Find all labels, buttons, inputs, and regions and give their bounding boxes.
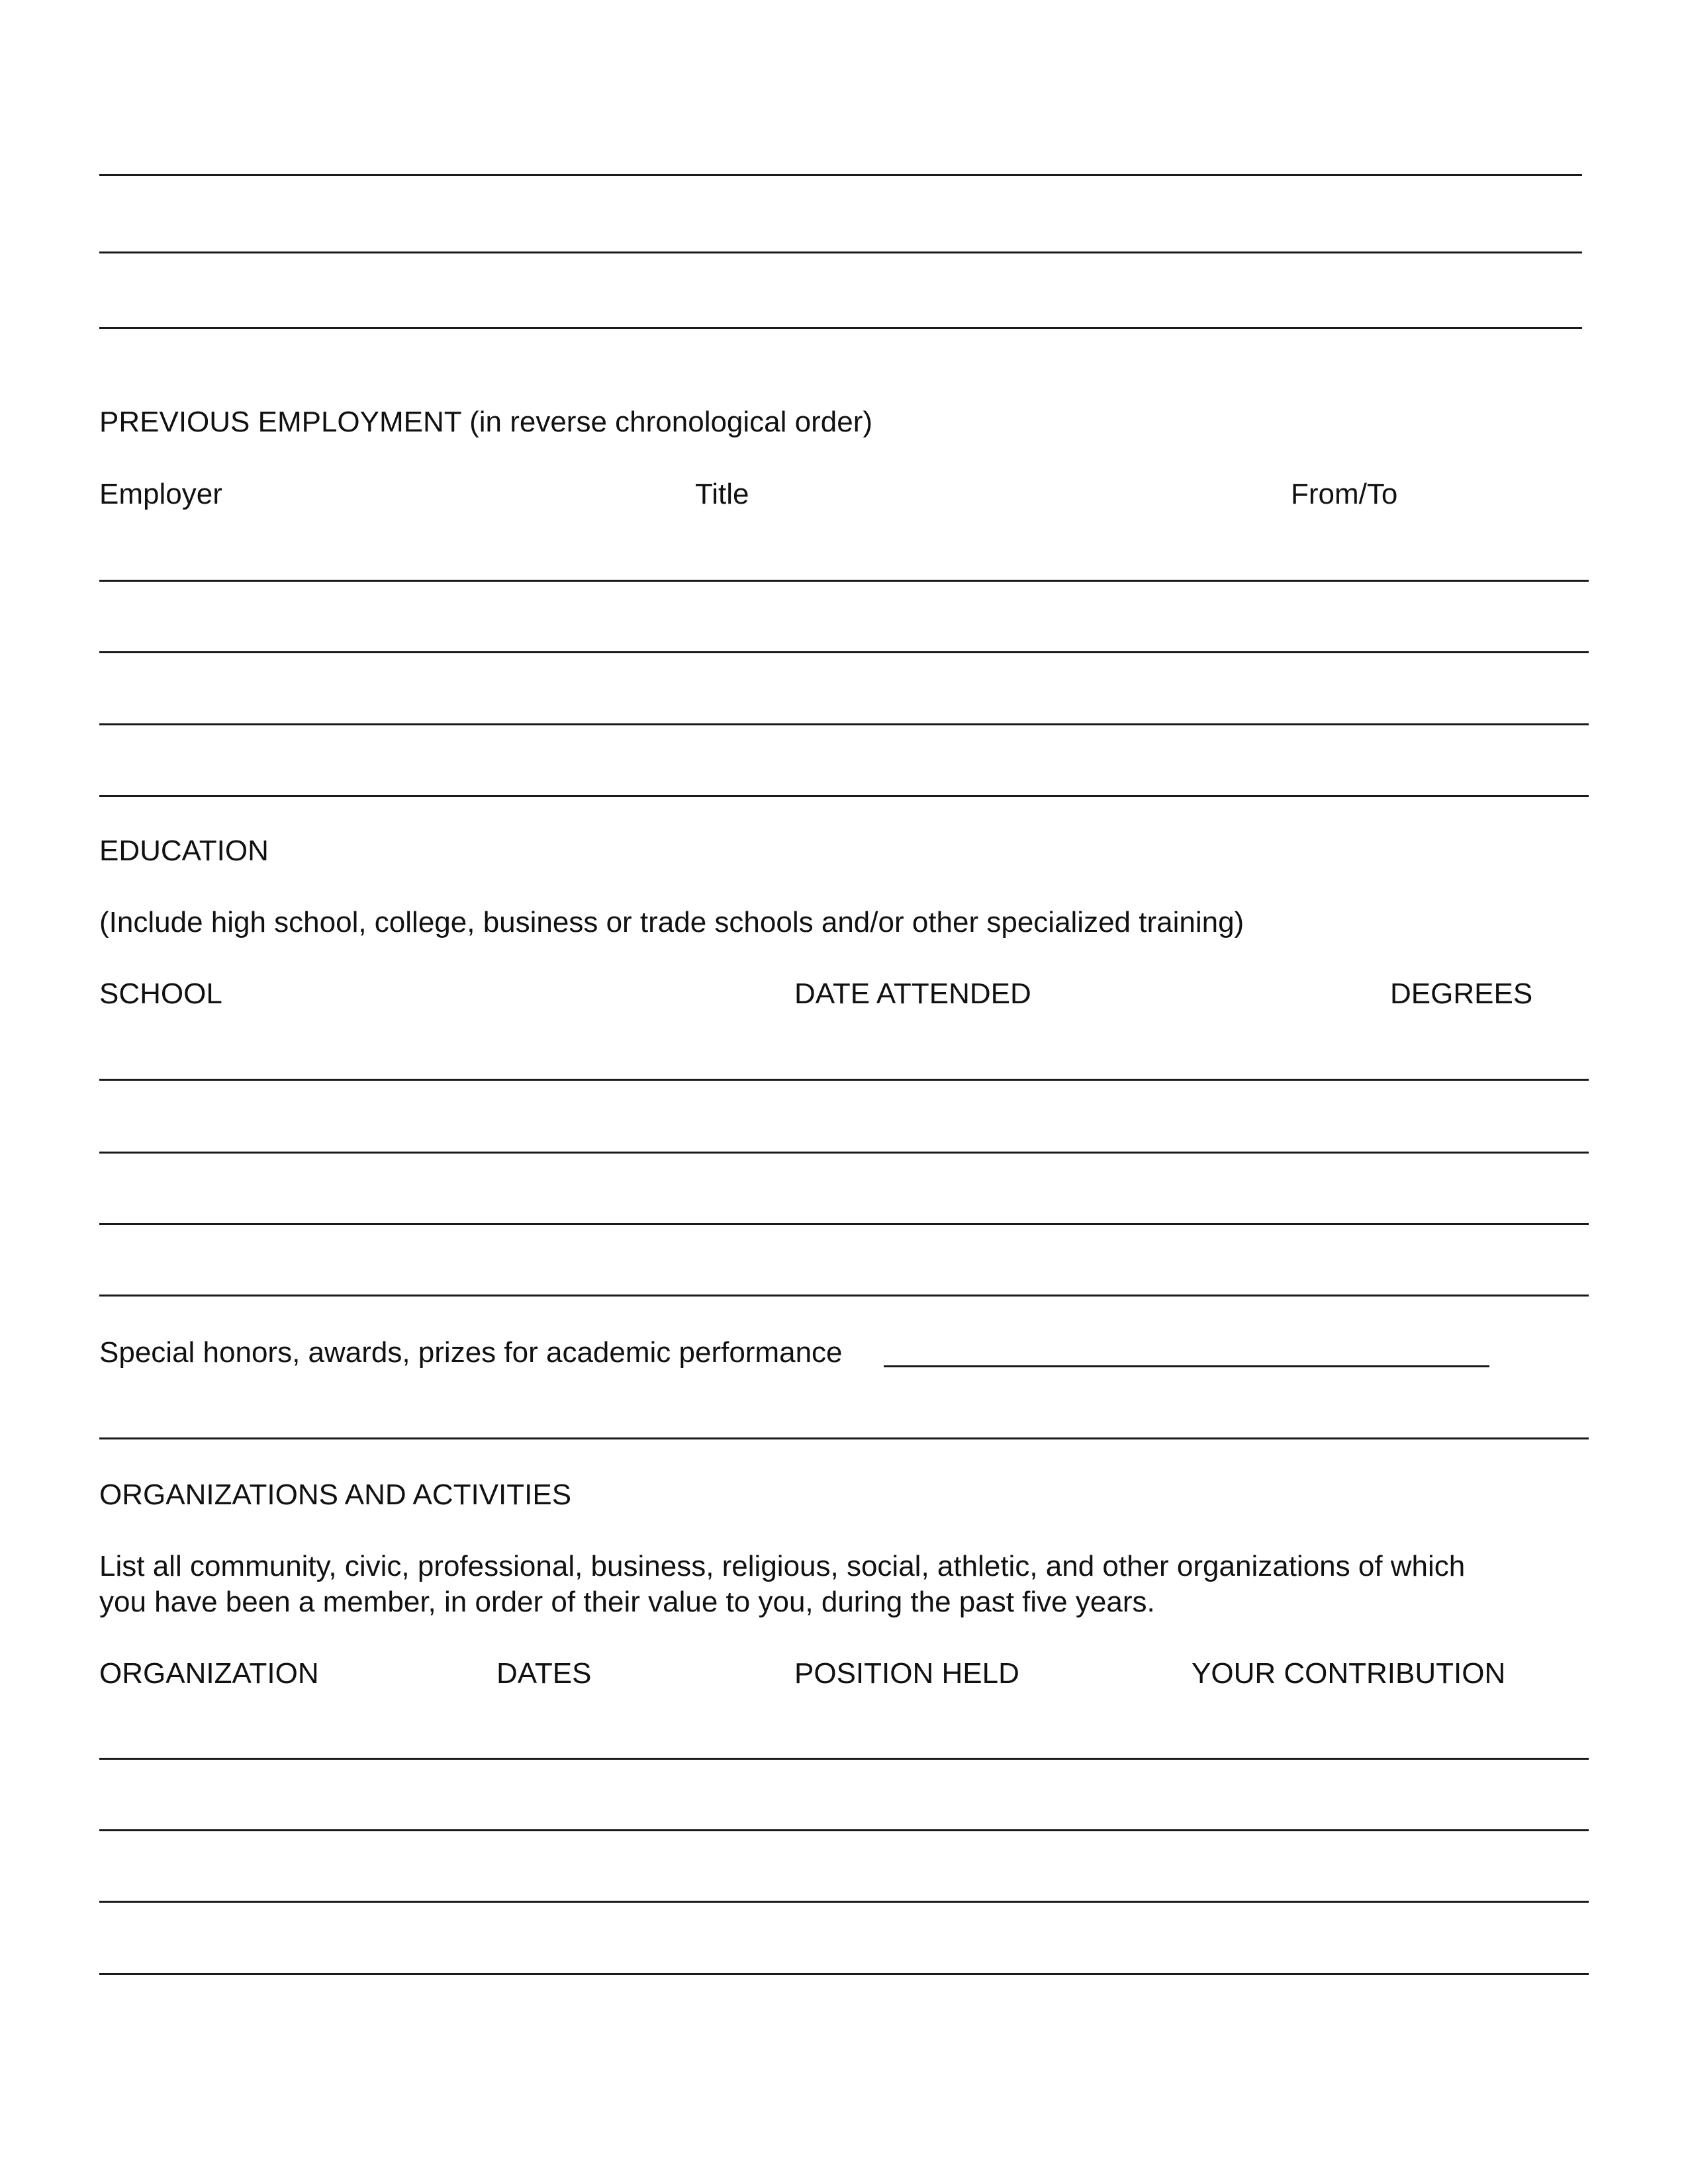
school-column-label: SCHOOL: [99, 978, 222, 1010]
employment-entry-line[interactable]: [99, 795, 1589, 797]
employment-entry-line[interactable]: [99, 651, 1589, 653]
education-entry-line[interactable]: [99, 1295, 1589, 1297]
honors-answer-line[interactable]: [99, 1437, 1589, 1439]
education-entry-line[interactable]: [99, 1152, 1589, 1154]
title-column-label: Title: [695, 478, 749, 510]
organization-entry-line[interactable]: [99, 1901, 1589, 1903]
organization-entry-line[interactable]: [99, 1973, 1589, 1975]
honors-answer-line[interactable]: [884, 1365, 1489, 1367]
position-held-column-label: POSITION HELD: [794, 1657, 1019, 1690]
organization-entry-line[interactable]: [99, 1758, 1589, 1760]
employment-entry-line[interactable]: [99, 580, 1589, 582]
organization-column-label: ORGANIZATION: [99, 1657, 319, 1690]
degrees-column-label: DEGREES: [1390, 978, 1533, 1010]
dates-column-label: DATES: [496, 1657, 592, 1690]
organizations-heading: ORGANIZATIONS AND ACTIVITIES: [99, 1479, 572, 1511]
your-contribution-column-label: YOUR CONTRIBUTION: [1192, 1657, 1506, 1690]
organization-entry-line[interactable]: [99, 1829, 1589, 1831]
education-note: (Include high school, college, business or trade schools and/or other specialized training): [99, 906, 1244, 938]
answer-line[interactable]: [99, 251, 1582, 253]
from-to-column-label: From/To: [1291, 478, 1398, 510]
employment-entry-line[interactable]: [99, 723, 1589, 725]
employment-heading: PREVIOUS EMPLOYMENT (in reverse chronological order): [99, 406, 873, 438]
organizations-instructions-line-2: you have been a member, in order of their value to you, during the past five years.: [99, 1586, 1155, 1618]
answer-line[interactable]: [99, 174, 1582, 176]
education-heading: EDUCATION: [99, 835, 269, 867]
education-entry-line[interactable]: [99, 1223, 1589, 1225]
date-attended-column-label: DATE ATTENDED: [794, 978, 1031, 1010]
organizations-instructions-line-1: List all community, civic, professional, business, religious, social, athletic, and other organizations of which: [99, 1550, 1466, 1582]
employer-column-label: Employer: [99, 478, 222, 510]
answer-line[interactable]: [99, 327, 1582, 329]
education-entry-line[interactable]: [99, 1079, 1589, 1081]
honors-label: Special honors, awards, prizes for academic performance: [99, 1336, 843, 1369]
